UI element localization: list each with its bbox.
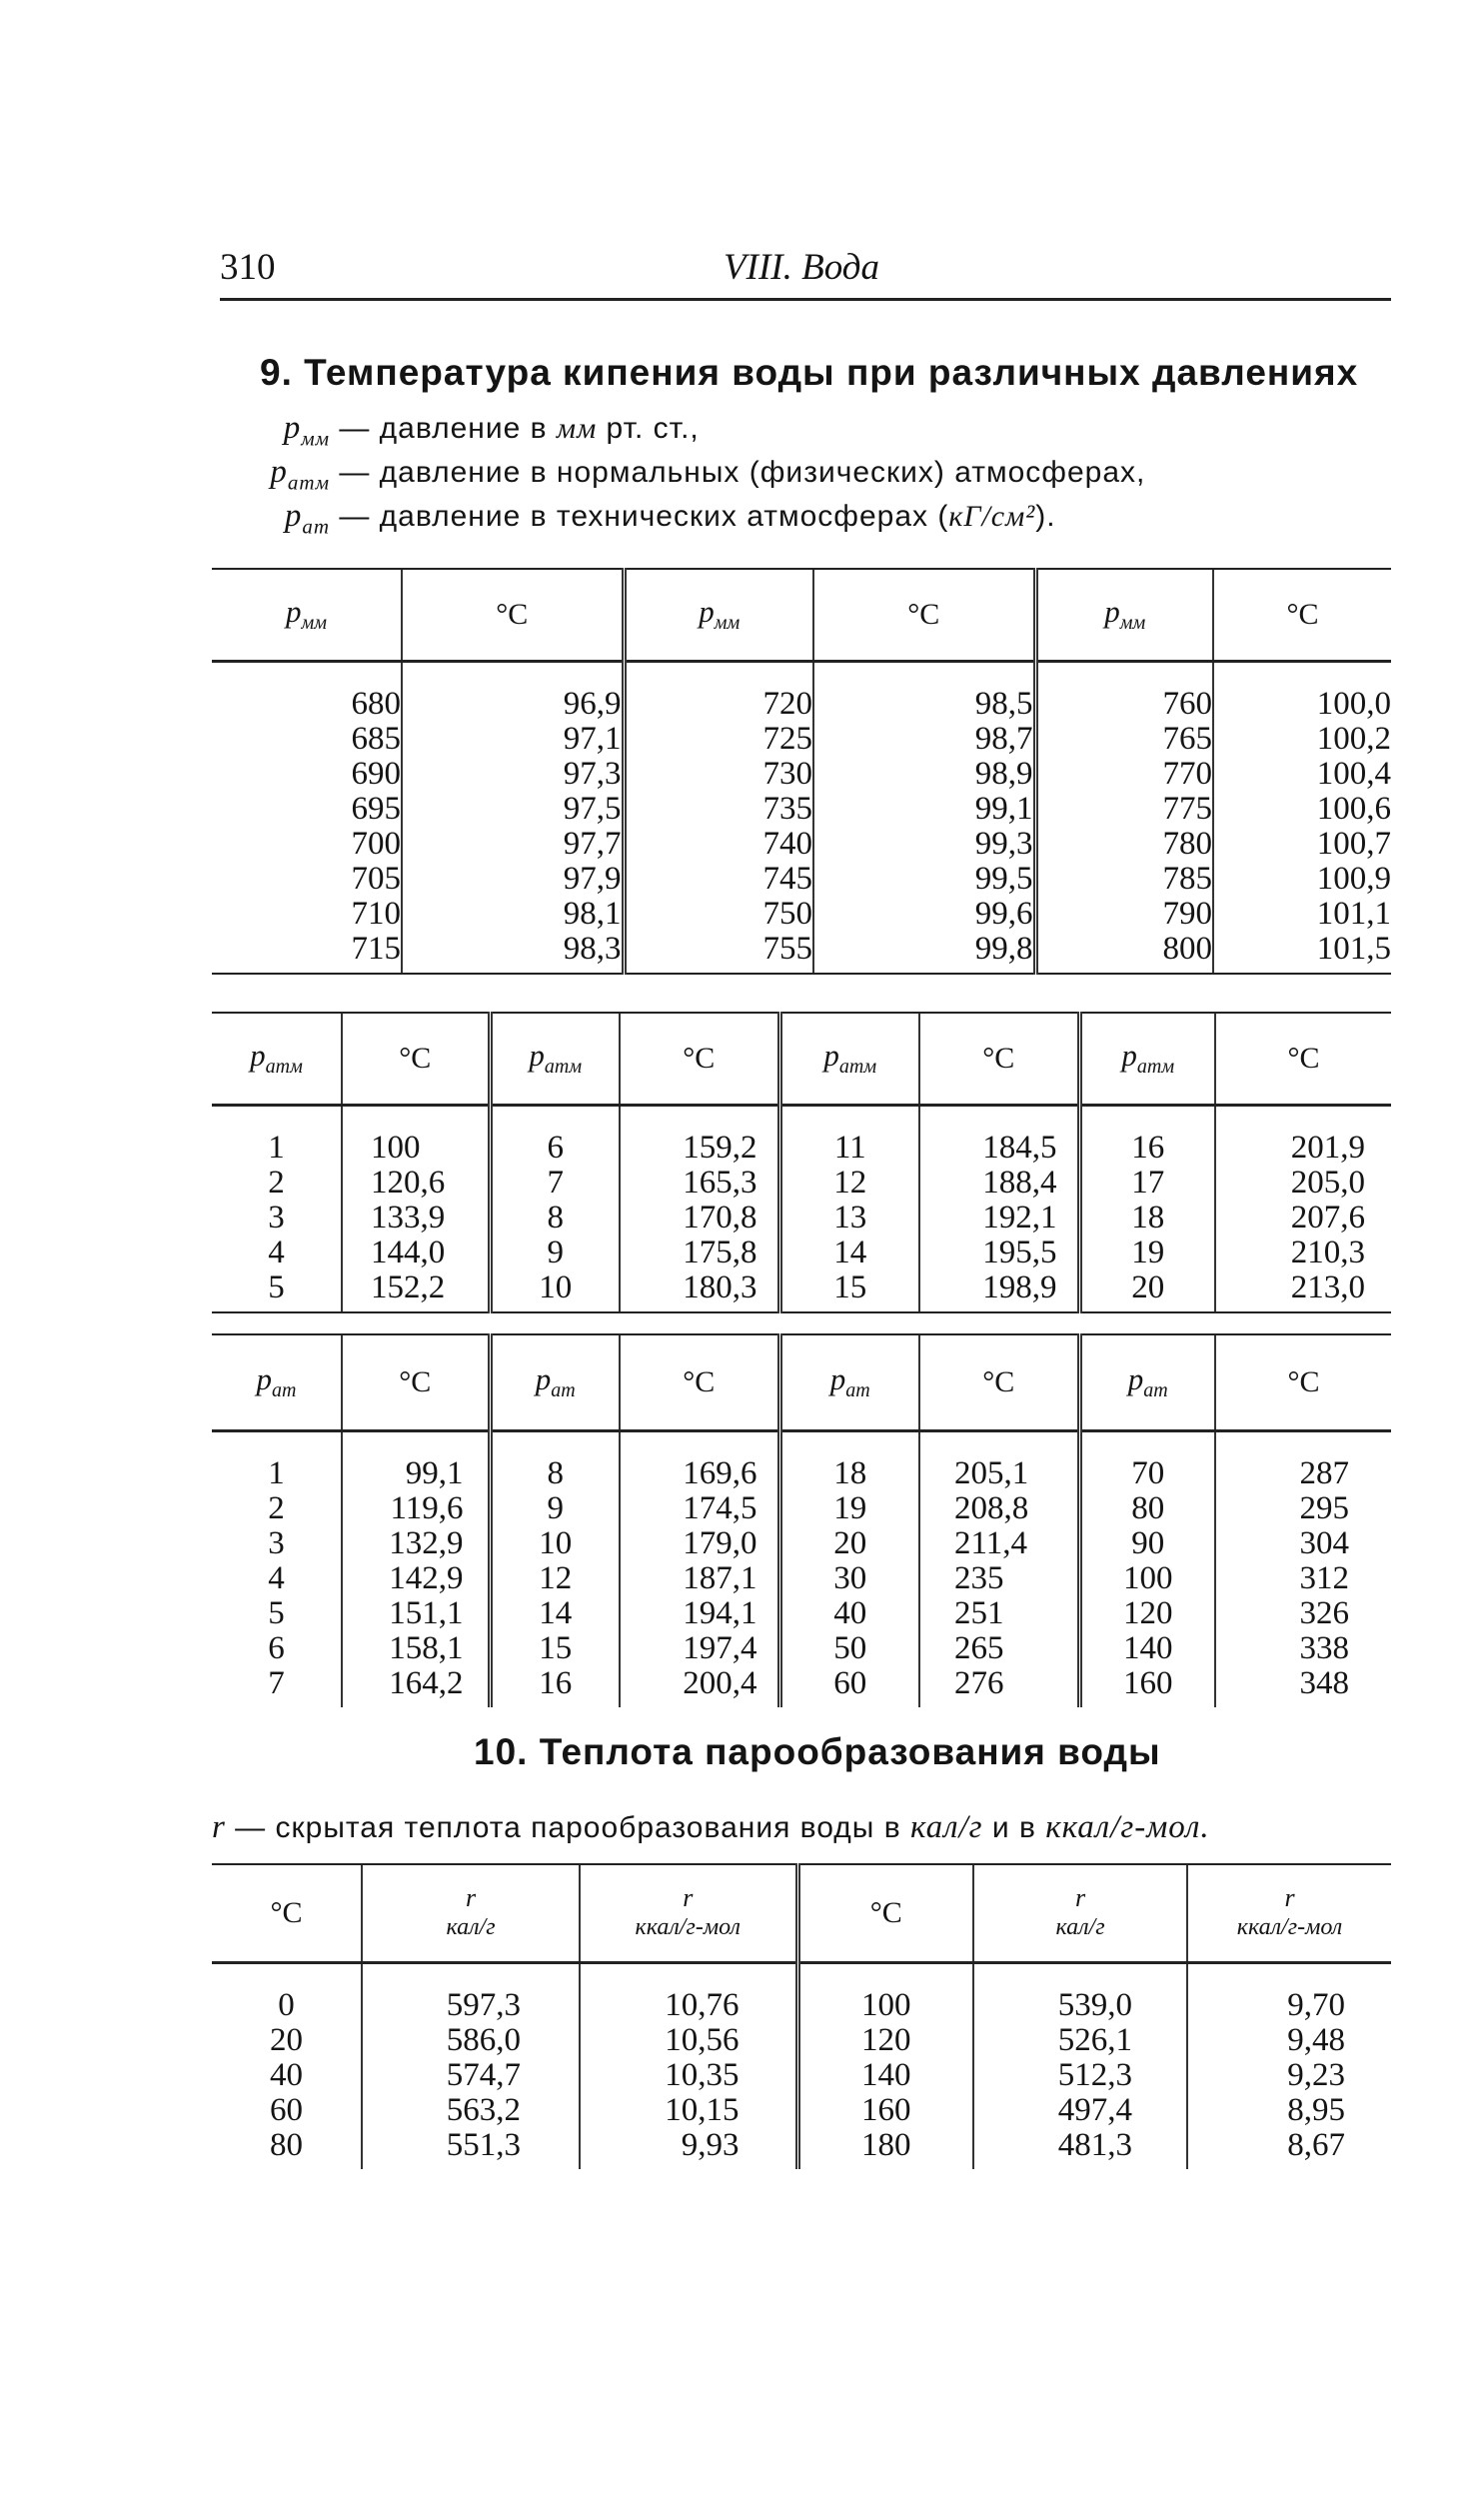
cell-value: 586,0 <box>446 2021 521 2058</box>
cell-value: 50 <box>833 1629 867 1666</box>
column-celsius-1 <box>402 661 624 974</box>
column-pat-2 <box>490 1430 620 1707</box>
cell-value: 287 <box>1299 1454 1349 1491</box>
cell-value: 70 <box>1131 1454 1165 1491</box>
cell-value: 1 <box>268 1454 285 1491</box>
column-celsius-2 <box>813 661 1035 974</box>
header-pat-4: $p_{ат}$ <box>1079 1334 1215 1430</box>
column-r-calg-1 <box>362 1962 580 2169</box>
cell-value: 187,1 <box>683 1559 757 1596</box>
cell-value: 785 <box>1162 860 1212 897</box>
cell-value: 152,2 <box>371 1268 446 1305</box>
cell-value: 184,5 <box>982 1129 1057 1166</box>
column-celsius-2 <box>620 1105 779 1312</box>
header-pmm-2: $p_{мм}$ <box>624 569 813 661</box>
cell-value: 99,6 <box>974 895 1033 932</box>
cell-value: 725 <box>762 720 812 757</box>
cell-value: 6 <box>547 1129 564 1166</box>
cell-value: 2 <box>268 1164 285 1201</box>
table9-title: 9. Температура кипения воды при различных давлениях <box>260 352 1359 393</box>
header-pat-2: $p_{ат}$ <box>490 1334 620 1430</box>
cell-value: 180 <box>861 2126 911 2163</box>
cell-value: 40 <box>833 1594 867 1631</box>
column-celsius-3 <box>919 1105 1079 1312</box>
cell-value: 481,3 <box>1057 2126 1132 2163</box>
column-celsius-4 <box>1215 1430 1391 1707</box>
cell-value: 60 <box>270 2091 303 2128</box>
cell-value: 205,0 <box>1290 1164 1365 1201</box>
cell-value: 188,4 <box>982 1164 1057 1201</box>
header-celsius-1: °C <box>342 1334 490 1430</box>
cell-value: 120 <box>1123 1594 1173 1631</box>
cell-value: 100 <box>861 1986 911 2023</box>
column-pmm-1 <box>212 661 402 974</box>
cell-value: 348 <box>1299 1664 1349 1701</box>
cell-value: 97,1 <box>563 720 622 757</box>
page-number: 310 <box>220 247 276 288</box>
cell-value: 1 <box>268 1129 285 1166</box>
cell-value: 97,7 <box>563 825 622 862</box>
cell-value: 7 <box>547 1164 564 1201</box>
cell-value: 15 <box>539 1629 573 1666</box>
cell-value: 120,6 <box>371 1164 446 1201</box>
chapter-title: VIII. Вода <box>724 247 879 288</box>
cell-value: 119,6 <box>390 1489 464 1526</box>
header-celsius-1: °C <box>342 1013 490 1105</box>
header-celsius-2: °C <box>620 1334 779 1430</box>
cell-value: 120 <box>861 2021 911 2058</box>
cell-value: 9,70 <box>1287 1986 1345 2023</box>
table-boiling-patm <box>212 1012 1391 1313</box>
cell-value: 20 <box>1131 1268 1165 1305</box>
cell-value: 165,3 <box>683 1164 757 1201</box>
header-patm-2: $p_{атм}$ <box>490 1013 620 1105</box>
cell-value: 730 <box>762 755 812 792</box>
cell-value: 180,3 <box>683 1268 757 1305</box>
cell-value: 170,8 <box>683 1199 757 1236</box>
cell-value: 164,2 <box>389 1664 464 1701</box>
cell-value: 3 <box>268 1524 285 1561</box>
cell-value: 735 <box>762 790 812 827</box>
cell-value: 526,1 <box>1057 2021 1132 2058</box>
cell-value: 597,3 <box>446 1986 521 2023</box>
cell-value: 99,5 <box>974 860 1033 897</box>
header-pat-3: $p_{ат}$ <box>779 1334 919 1430</box>
cell-value: 4 <box>268 1559 285 1596</box>
header-celsius-2: °C <box>797 1864 973 1962</box>
column-patm-1 <box>212 1105 342 1312</box>
cell-value: 326 <box>1299 1594 1349 1631</box>
cell-value: 7 <box>268 1664 285 1701</box>
cell-value: 213,0 <box>1290 1268 1365 1305</box>
cell-value: 205,1 <box>954 1454 1029 1491</box>
cell-value: 705 <box>351 860 401 897</box>
header-rule <box>220 298 1391 301</box>
header-celsius-1: °C <box>402 569 624 661</box>
cell-value: 98,7 <box>974 720 1033 757</box>
cell-value: 10 <box>539 1524 573 1561</box>
cell-value: 210,3 <box>1290 1234 1365 1270</box>
cell-value: 98,5 <box>974 685 1033 722</box>
cell-value: 60 <box>833 1664 867 1701</box>
column-patm-4 <box>1079 1105 1215 1312</box>
cell-value: 265 <box>954 1629 1004 1666</box>
cell-value: 98,1 <box>563 895 622 932</box>
cell-value: 13 <box>833 1199 867 1236</box>
cell-value: 98,9 <box>974 755 1033 792</box>
cell-value: 18 <box>833 1454 867 1491</box>
cell-value: 14 <box>539 1594 573 1631</box>
cell-value: 100,0 <box>1316 685 1391 722</box>
cell-value: 539,0 <box>1057 1986 1132 2023</box>
table-vaporization-heat <box>212 1863 1391 2169</box>
cell-value: 100,6 <box>1316 790 1391 827</box>
header-r-kcalmol-2: r ккал/г-мол <box>1187 1864 1391 1962</box>
cell-value: 710 <box>351 895 401 932</box>
cell-value: 312 <box>1299 1559 1349 1596</box>
cell-value: 574,7 <box>446 2056 521 2093</box>
cell-value: 80 <box>1131 1489 1165 1526</box>
cell-value: 14 <box>833 1234 867 1270</box>
cell-value: 97,5 <box>563 790 622 827</box>
header-pmm-3: $p_{мм}$ <box>1035 569 1213 661</box>
header-r-calg-2: r кал/г <box>973 1864 1187 1962</box>
cell-value: 18 <box>1131 1199 1165 1236</box>
cell-value: 551,3 <box>446 2126 521 2163</box>
cell-value: 100,9 <box>1316 860 1391 897</box>
cell-value: 80 <box>270 2126 303 2163</box>
column-r-kcalmol-1 <box>580 1962 797 2169</box>
cell-value: 740 <box>762 825 812 862</box>
cell-value: 100 <box>1123 1559 1173 1596</box>
cell-value: 99,3 <box>974 825 1033 862</box>
cell-value: 12 <box>833 1164 867 1201</box>
cell-value: 10,76 <box>665 1986 740 2023</box>
legend-line-pmm: $p_{мм}$ — давление в мм рт. ст., <box>283 410 700 451</box>
cell-value: 151,1 <box>389 1594 464 1631</box>
cell-value: 10,56 <box>665 2021 740 2058</box>
cell-value: 276 <box>954 1664 1004 1701</box>
header-celsius-2: °C <box>813 569 1035 661</box>
cell-value: 101,5 <box>1316 930 1391 967</box>
cell-value: 304 <box>1299 1524 1349 1561</box>
column-pmm-2 <box>624 661 813 974</box>
cell-value: 97,3 <box>563 755 622 792</box>
column-celsius-3 <box>919 1430 1079 1707</box>
column-celsius-1 <box>212 1962 362 2169</box>
cell-value: 8,67 <box>1287 2126 1345 2163</box>
column-pmm-3 <box>1035 661 1213 974</box>
column-pat-3 <box>779 1430 919 1707</box>
cell-value: 208,8 <box>954 1489 1029 1526</box>
cell-value: 211,4 <box>954 1524 1028 1561</box>
cell-value: 197,4 <box>683 1629 757 1666</box>
column-celsius-1 <box>342 1105 490 1312</box>
cell-value: 745 <box>762 860 812 897</box>
cell-value: 160 <box>1123 1664 1173 1701</box>
header-celsius-2: °C <box>620 1013 779 1105</box>
column-r-kcalmol-2 <box>1187 1962 1391 2169</box>
cell-value: 800 <box>1162 930 1212 967</box>
cell-value: 8 <box>547 1199 564 1236</box>
cell-value: 5 <box>268 1268 285 1305</box>
column-celsius-3 <box>1213 661 1391 974</box>
cell-value: 15 <box>833 1268 867 1305</box>
cell-value: 192,1 <box>982 1199 1057 1236</box>
cell-value: 100,4 <box>1316 755 1391 792</box>
header-pmm-1: $p_{мм}$ <box>212 569 402 661</box>
cell-value: 194,1 <box>683 1594 757 1631</box>
cell-value: 20 <box>270 2021 303 2058</box>
header-patm-4: $p_{атм}$ <box>1079 1013 1215 1105</box>
cell-value: 775 <box>1162 790 1212 827</box>
column-patm-3 <box>779 1105 919 1312</box>
cell-value: 10 <box>539 1268 573 1305</box>
cell-value: 700 <box>351 825 401 862</box>
header-patm-3: $p_{атм}$ <box>779 1013 919 1105</box>
cell-value: 0 <box>278 1986 295 2023</box>
table10-title: 10. Теплота парообразования воды <box>474 1731 1161 1772</box>
cell-value: 10,35 <box>665 2056 740 2093</box>
cell-value: 174,5 <box>683 1489 757 1526</box>
table-boiling-pat <box>212 1333 1391 1707</box>
cell-value: 680 <box>351 685 401 722</box>
column-celsius-4 <box>1215 1105 1391 1312</box>
legend-line-pat: $p_{ат}$ — давление в технических атмосферах (кГ/см²). <box>284 498 1056 539</box>
header-celsius-4: °C <box>1215 1013 1391 1105</box>
cell-value: 100,7 <box>1316 825 1391 862</box>
cell-value: 30 <box>833 1559 867 1596</box>
cell-value: 98,3 <box>563 930 622 967</box>
cell-value: 99,1 <box>405 1454 464 1491</box>
cell-value: 10,15 <box>665 2091 740 2128</box>
cell-value: 338 <box>1299 1629 1349 1666</box>
cell-value: 97,9 <box>563 860 622 897</box>
column-patm-2 <box>490 1105 620 1312</box>
cell-value: 790 <box>1162 895 1212 932</box>
cell-value: 142,9 <box>389 1559 464 1596</box>
cell-value: 295 <box>1299 1489 1349 1526</box>
header-celsius-4: °C <box>1215 1334 1391 1430</box>
cell-value: 140 <box>1123 1629 1173 1666</box>
cell-value: 750 <box>762 895 812 932</box>
cell-value: 497,4 <box>1057 2091 1132 2128</box>
cell-value: 6 <box>268 1629 285 1666</box>
cell-value: 715 <box>351 930 401 967</box>
cell-value: 90 <box>1131 1524 1165 1561</box>
cell-value: 101,1 <box>1316 895 1391 932</box>
cell-value: 695 <box>351 790 401 827</box>
column-pat-4 <box>1079 1430 1215 1707</box>
cell-value: 99,1 <box>974 790 1033 827</box>
cell-value: 179,0 <box>683 1524 757 1561</box>
cell-value: 251 <box>954 1594 1004 1631</box>
header-celsius-3: °C <box>919 1334 1079 1430</box>
cell-value: 690 <box>351 755 401 792</box>
cell-value: 780 <box>1162 825 1212 862</box>
cell-value: 19 <box>833 1489 867 1526</box>
cell-value: 20 <box>833 1524 867 1561</box>
cell-value: 9 <box>547 1489 564 1526</box>
header-celsius-1: °C <box>212 1864 362 1962</box>
cell-value: 175,8 <box>683 1234 757 1270</box>
cell-value: 2 <box>268 1489 285 1526</box>
cell-value: 158,1 <box>389 1629 464 1666</box>
cell-value: 765 <box>1162 720 1212 757</box>
cell-value: 160 <box>861 2091 911 2128</box>
cell-value: 770 <box>1162 755 1212 792</box>
cell-value: 201,9 <box>1290 1129 1365 1166</box>
cell-value: 132,9 <box>389 1524 464 1561</box>
cell-value: 16 <box>1131 1129 1165 1166</box>
header-pat-1: $p_{ат}$ <box>212 1334 342 1430</box>
header-patm-1: $p_{атм}$ <box>212 1013 342 1105</box>
cell-value: 4 <box>268 1234 285 1270</box>
cell-value: 755 <box>762 930 812 967</box>
cell-value: 144,0 <box>371 1234 446 1270</box>
header-celsius-3: °C <box>919 1013 1079 1105</box>
cell-value: 11 <box>833 1129 866 1166</box>
cell-value: 140 <box>861 2056 911 2093</box>
cell-value: 563,2 <box>446 2091 521 2128</box>
legend-line-patm: $p_{атм}$ — давление в нормальных (физических) атмосферах, <box>270 454 1146 495</box>
cell-value: 133,9 <box>371 1199 446 1236</box>
cell-value: 100,2 <box>1316 720 1391 757</box>
cell-value: 235 <box>954 1559 1004 1596</box>
header-r-kcalmol-1: r ккал/г-мол <box>580 1864 797 1962</box>
cell-value: 207,6 <box>1290 1199 1365 1236</box>
cell-value: 16 <box>539 1664 573 1701</box>
cell-value: 12 <box>539 1559 573 1596</box>
column-celsius-1 <box>342 1430 490 1707</box>
column-pat-1 <box>212 1430 342 1707</box>
cell-value: 9,93 <box>681 2126 740 2163</box>
column-celsius-2 <box>620 1430 779 1707</box>
cell-value: 195,5 <box>982 1234 1057 1270</box>
header-celsius-3: °C <box>1213 569 1391 661</box>
cell-value: 9,23 <box>1287 2056 1345 2093</box>
cell-value: 720 <box>762 685 812 722</box>
cell-value: 19 <box>1131 1234 1165 1270</box>
column-r-calg-2 <box>973 1962 1187 2169</box>
cell-value: 198,9 <box>982 1268 1057 1305</box>
cell-value: 512,3 <box>1057 2056 1132 2093</box>
cell-value: 3 <box>268 1199 285 1236</box>
cell-value: 8 <box>547 1454 564 1491</box>
cell-value: 8,95 <box>1287 2091 1345 2128</box>
cell-value: 159,2 <box>683 1129 757 1166</box>
cell-value: 100 <box>371 1129 421 1166</box>
table-boiling-pmm <box>212 568 1391 975</box>
cell-value: 96,9 <box>563 685 622 722</box>
cell-value: 17 <box>1131 1164 1165 1201</box>
cell-value: 9 <box>547 1234 564 1270</box>
cell-value: 169,6 <box>683 1454 757 1491</box>
cell-value: 685 <box>351 720 401 757</box>
cell-value: 40 <box>270 2056 303 2093</box>
cell-value: 200,4 <box>683 1664 757 1701</box>
table10-note: r — скрытая теплота парообразования воды в кал/г и в ккал/г-мол. <box>212 1809 1210 1845</box>
cell-value: 9,48 <box>1287 2021 1345 2058</box>
cell-value: 5 <box>268 1594 285 1631</box>
column-celsius-2 <box>797 1962 973 2169</box>
header-r-calg-1: r кал/г <box>362 1864 580 1962</box>
cell-value: 99,8 <box>974 930 1033 967</box>
running-head <box>212 232 1391 292</box>
cell-value: 760 <box>1162 685 1212 722</box>
